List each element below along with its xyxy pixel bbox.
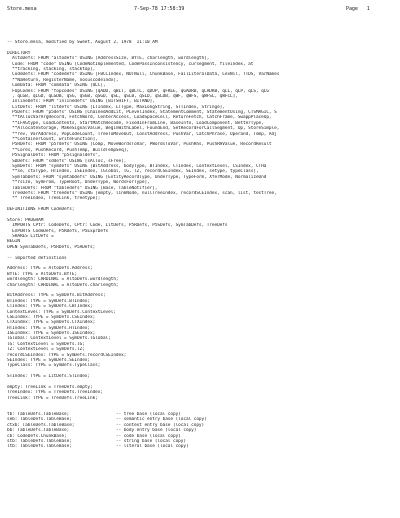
code-line: TreeDefs: FROM "treedefs" USING [empty, linkNode, nullTreeIndex, recordSCEIndex, scan, list, testTree,	[7, 190, 277, 196]
code-line: CSEIndex: TYPE = SymDefs.CSEIndex;	[7, 314, 96, 320]
code-line: -- Store.mesa, modified by Sweet, August 2, 1978 11:10 AM	[7, 40, 158, 45]
code-line: ** TreeIndex, TreeLink, treetype];	[7, 196, 101, 202]
code-line: EXPORTS CodeDefs, P5RDefs, P5ExprDefs	[7, 228, 109, 234]
code-line: DEFINITIONS FROM CodeDefs;	[7, 207, 75, 213]
code-line: ComData: FROM "comdata" USING [ULC],	[7, 83, 106, 89]
code-line: , qLGB, qLGD, qLGDB, qSG, qSGB, qSGD, qSL, qSLB, qSLD, qSLDB, qWF, qWFS, qWFSL, qWFCL],	[7, 93, 238, 99]
code-line: recordCSEIndex: TYPE = SymDefs.recordCSEIndex;	[7, 352, 127, 358]
code-line: ISEIndex: TYPE = SymDefs.ISEIndex;	[7, 331, 96, 337]
code-line: P5Defs: FROM "p5defs" USING [ChainedAddLit, PLevelIndex, StatementComment, StatementUsing, CTSMAGIC, S	[7, 110, 277, 116]
code-line: CTIndex: TYPE = SymDefs.CBTIndex;	[7, 304, 93, 310]
header-page-number: Page 1	[346, 6, 370, 12]
code-line: Code: FROM "code" USING [CodeNotImplemented, CodePassInconsistency, cursegment, fileindex, at	[7, 61, 254, 67]
code-line: -- imported definitions	[7, 255, 67, 261]
code-line: **se, ctxType, HTIndex, ISEIndex, lGlobal, lG, lZ, recordCSEIndex, SEIndex, setype, typeClass],	[7, 169, 259, 175]
code-line: **rev, VarAddress, PopCodeCount, TreeToMoveOut, ConstAddress, PushVar, CatchPhrase, Operand, Temp, Adj	[7, 131, 277, 137]
code-line: LitDefs: FROM "litdefs" USING [LTIndex, LTType, MaxLongString, STTIndex, Stringe],	[7, 104, 225, 110]
code-line: **rsize, SymFrom, TypeRoot, UnderType, WordsForType],	[7, 180, 150, 186]
code-line: **AllocateStorage, MakeSignalValue, BeginWithLabel, FoundEnd, SetRecordForCallSegment, Op, StoreSimple,	[7, 126, 280, 132]
source-code-listing	[7, 40, 395, 450]
code-line: P5SignalDefs: FROM "p5signaldefs",	[7, 153, 101, 159]
code-line: SymDefs: FROM "symdefs" USING [BitAddress, bodyType, BTIndex, CTIndex, ContextLevel, CSIndex, CTHa	[7, 163, 267, 169]
code-line: cb: CodeDefs.ChunkBase; -- code base (local copy)	[7, 433, 181, 439]
code-line: IMPORTS CPtr: CodeDefs, CPtr: Code, LitDefs, P5RDefs, P5SDefs, SymTabDefs, TreeDefs	[7, 223, 228, 229]
code-line: FOpCodes: FROM "fopcodes" USING [qADD, qBLT, qBLTL, qDUP, qFREE, qGADRB, qLADRB, qLL, qLP, qLS, qLG	[7, 88, 269, 94]
code-line: HTIndex: TYPE = SymDefs.HTIndex;	[7, 325, 90, 331]
code-line: ltb: TableDefs.TableBase; -- literal base (local copy)	[7, 444, 189, 450]
code-line: **NaReturn, RegisterName, nosuscodeindx],	[7, 77, 119, 83]
code-line: P5RDefs: FROM "p5rdefs" USING [Comp, MoveWordsToVar, PWordsToVar, PushRhs, PushRHValue, RecordResult	[7, 142, 272, 148]
code-line: OPEN SymTabDefs, P5RDefs, P5ADefs;	[7, 244, 96, 250]
code-line: **Cores, PushRecord, PushTemp, BuildTempSeq],	[7, 147, 129, 153]
code-line: lG: ContextLevel = SymDefs.lG;	[7, 341, 85, 347]
code-line: TreeLink: TYPE = TreeDefs.TreeLink;	[7, 395, 98, 401]
code-line: SDDefs: FROM "sddefs" USING [sAlloc, sFree],	[7, 158, 127, 164]
code-line: SHARES LitDefs =	[7, 234, 54, 240]
code-line: **ContainerCount, writeFunction],	[7, 137, 98, 143]
code-line: InlineDefs: FROM "inlinedefs" USING [BITSHIFT, BITAND],	[7, 99, 155, 105]
code-line: Address: TYPE = AltoDefs.Address;	[7, 266, 93, 272]
code-line: AltoDefs: FROM "altodefs" USING [AddressSize, BYTE, charlength, wordlength],	[7, 56, 210, 62]
code-line: lZ: ContextLevel = SymDefs.lZ;	[7, 347, 85, 353]
code-line: bb: TableDefs.TableBase; -- body entry base (local copy)	[7, 428, 197, 434]
code-line: charlength: CARDINAL = AltoDefs.charlength;	[7, 282, 119, 288]
code-line: empty: TreeLink = TreeDefs.empty;	[7, 385, 93, 390]
code-line: CodeDefs: FROM "codedefs" USING [FBCCIndex, NOTNull, ChunkBase, FailLiteralData, LexNil, TTDS, VarNames	[7, 72, 280, 78]
code-line: BitAddress: TYPE = SymDefs.BitAddress;	[7, 293, 106, 299]
code-line: SEIndex: TYPE = SymDefs.SEIndex;	[7, 358, 90, 364]
code-line: BYTE: TYPE = AltoDefs.BYTE;	[7, 271, 78, 277]
code-line: BEGIN	[7, 239, 20, 245]
code-line: ContextLevel: TYPE = SymDefs.ContextLevel;	[7, 309, 116, 315]
code-line: TreeIndex: TYPE = TreeDefs.TreeIndex;	[7, 390, 103, 396]
code-line: **tracking, stacking, stacktop],	[7, 66, 96, 72]
code-line: Store: PROGRAM	[7, 217, 44, 223]
code-line: stb: TableDefs.TableBase; -- string base (local copy)	[7, 438, 186, 444]
header-date: 7-Sep-78 17:58:39	[134, 6, 185, 12]
code-line: TableDefs: FROM "tabledefs" USING [Base, TableNotifier],	[7, 185, 158, 191]
code-line: ctxb: TableDefs.TableBase; -- context entry base (local copy)	[7, 422, 205, 428]
code-line: **tAllocVarArgRecord, FetchWord, CenterAccess, LoadSpaceCell, ReturnFetch, CatchFrame, SwappPlaceOp,	[7, 115, 272, 121]
code-line: TypeClass: TYPE = SymDefs.TypeClass;	[7, 363, 101, 369]
code-line: tb: TableDefs.TableBase; -- tree base (local copy)	[7, 411, 181, 417]
code-line: CTXIndex: TYPE = SymDefs.CTXIndex;	[7, 320, 96, 326]
code-line: SymTabDefs: FROM "symtabdefs" USING [EntityRecordType, UnderType, TypeForm, XferMode, NormalizeUnd	[7, 174, 267, 180]
code-line: DIRECTORY	[7, 50, 31, 56]
code-line: BTIndex: TYPE = SymDefs.BTIndex;	[7, 298, 90, 304]
code-line: wordlength: CARDINAL = AltoDefs.wordlength;	[7, 277, 119, 283]
code-line: lGlobal: ContextLevel = SymDefs.lGlobal;	[7, 336, 111, 342]
code-line: STIndex: TYPE = LitDefs.STIndex;	[7, 374, 90, 380]
code-line: seb: TableDefs.TableBase; -- semantic entry base (local copy)	[7, 417, 207, 423]
header-filename: Store.mesa	[7, 6, 37, 12]
code-line: **IFAGtype, LoadContents, StartMatchRecode, FixedInFromLine, BaseInfo, LoadComponent, BetterType,	[7, 120, 264, 126]
